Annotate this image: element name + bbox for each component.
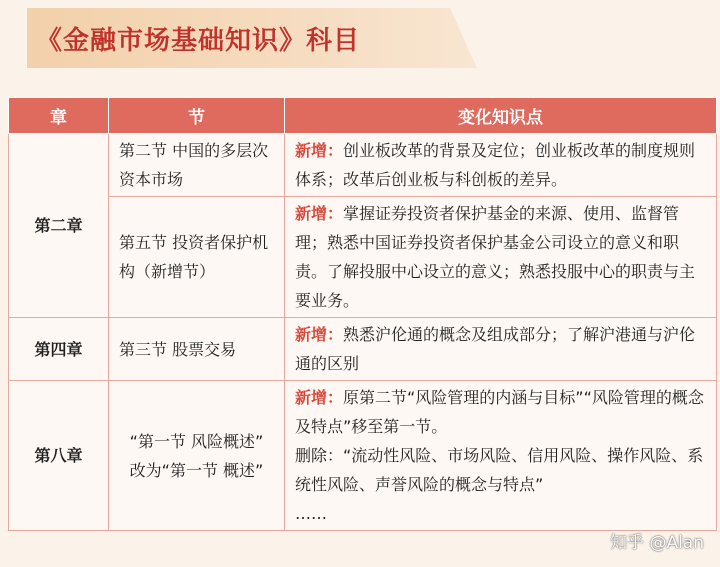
chapter-cell: 第四章 — [9, 318, 109, 381]
title-banner-area — [0, 0, 720, 84]
chapter-cell: 第八章 — [9, 381, 109, 531]
changes-cell — [285, 197, 717, 318]
section-line-2: 改为“第一节 概述” — [129, 460, 264, 480]
header-section: 节 — [109, 98, 285, 134]
added-tag: 新增： — [295, 141, 344, 160]
changes-text: 熟悉沪伦通的概念及组成部分；了解沪港通与沪伦通的区别 — [295, 325, 696, 373]
changes-text: 创业板改革的背景及定位；创业板改革的制度规则体系；改革后创业板与科创板的差异。 — [295, 141, 696, 189]
changes-cell — [285, 381, 717, 531]
changes-table-container — [8, 97, 716, 531]
changes-cell — [285, 318, 717, 381]
chapter-cell: 第二章 — [9, 134, 109, 318]
table-header-row — [9, 98, 717, 134]
changes-cell — [285, 134, 717, 197]
added-tag: 新增： — [295, 204, 344, 223]
table-row — [9, 134, 717, 197]
ellipsis: …… — [295, 504, 327, 523]
page-title: 《金融市场基础知识》科目 — [36, 26, 361, 56]
header-changes: 变化知识点 — [285, 98, 717, 134]
deleted-text: “流动性风险、市场风险、信用风险、操作风险、系统性风险、声誉风险的概念与特点” — [295, 446, 704, 494]
deleted-label: 删除： — [295, 446, 344, 465]
added-tag: 新增： — [295, 388, 344, 407]
added-tag: 新增： — [295, 325, 344, 344]
section-cell: 第五节 投资者保护机构（新增节） — [109, 197, 285, 318]
changes-text: 掌握证券投资者保护基金的来源、使用、监督管理；熟悉中国证券投资者保护基金公司设立的意义和职责。了解投服中心设立的意义；熟悉投服中心的职责与主要业务。 — [295, 204, 696, 310]
changes-table — [8, 97, 717, 531]
table-row — [9, 318, 717, 381]
section-cell: 第二节 中国的多层次资本市场 — [109, 134, 285, 197]
section-line-1: “第一节 风险概述” — [129, 431, 264, 451]
watermark: 知乎 @Alan — [610, 533, 704, 553]
table-row — [9, 381, 717, 531]
table-row — [9, 197, 717, 318]
section-cell: 第三节 股票交易 — [109, 318, 285, 381]
section-cell — [109, 381, 285, 531]
header-chapter: 章 — [9, 98, 109, 134]
changes-text: 原第二节“风险管理的内涵与目标”“风险管理的概念及特点”移至第一节。 — [295, 388, 704, 436]
